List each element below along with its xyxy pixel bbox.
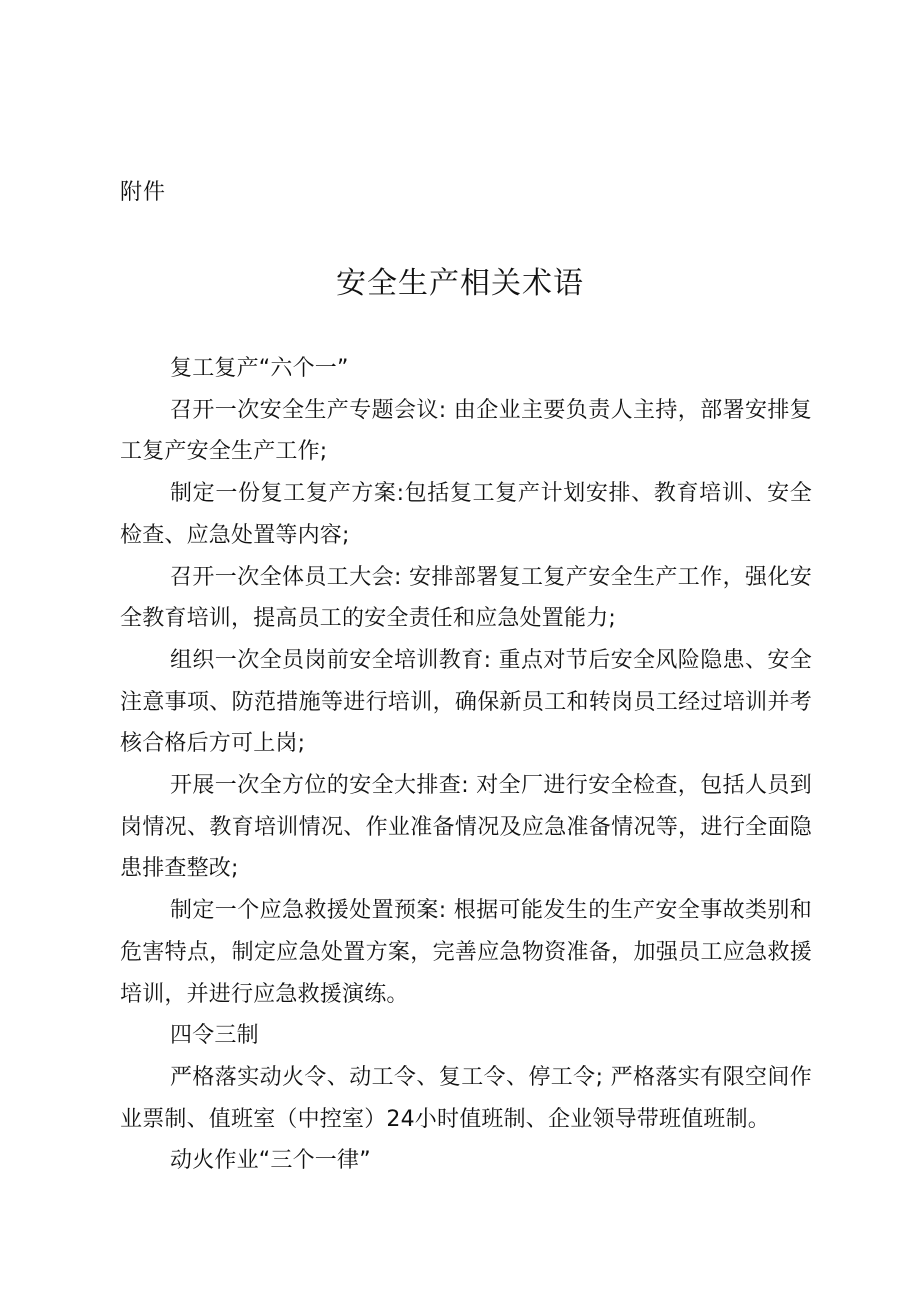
paragraph-four-orders: 严格落实动火令、动工令、复工令、停工令; 严格落实有限空间作业票制、值班室（中控室）24小时值班制、企业领导带班值班制。: [120, 1064, 812, 1132]
paragraph-resumption-plan: 制定一份复工复产方案:包括复工复产计划安排、教育培训、安全检查、应急处置等内容;: [120, 481, 812, 548]
paragraph-staff-meeting: 召开一次全体员工大会: 安排部署复工复产安全生产工作，强化安全教育培训，提高员工的安全责任和应急处置能力;: [120, 564, 812, 632]
section-heading-return-to-work: 复工复产“六个一”: [170, 356, 349, 381]
paragraph-emergency-plan: 制定一个应急救援处置预案: 根据可能发生的生产安全事故类别和危害特点，制定应急处置方案，完善应急物资准备，加强员工应急救援培训，并进行应急救援演练。: [120, 898, 812, 1007]
section-heading-hot-work: 动火作业“三个一律”: [170, 1148, 371, 1174]
section-heading-four-orders: 四令三制: [170, 1023, 259, 1049]
paragraph-safety-meeting: 召开一次安全生产专题会议: 由企业主要负责人主持，部署安排复工复产安全生产工作;: [120, 397, 812, 465]
paragraph-safety-inspection: 开展一次全方位的安全大排查: 对全厂进行安全检查，包括人员到岗情况、教育培训情况、作业准备情况及应急准备情况等，进行全面隐患排查整改;: [120, 773, 812, 882]
attachment-label: 附件: [120, 180, 167, 205]
document-body: [120, 348, 812, 1182]
paragraph-pre-job-training: 组织一次全员岗前安全培训教育: 重点对节后安全风险隐患、安全注意事项、防范措施等进行培训，确保新员工和转岗员工经过培训并考核合格后方可上岗;: [120, 647, 812, 757]
document-title: 安全生产相关术语: [336, 266, 584, 301]
